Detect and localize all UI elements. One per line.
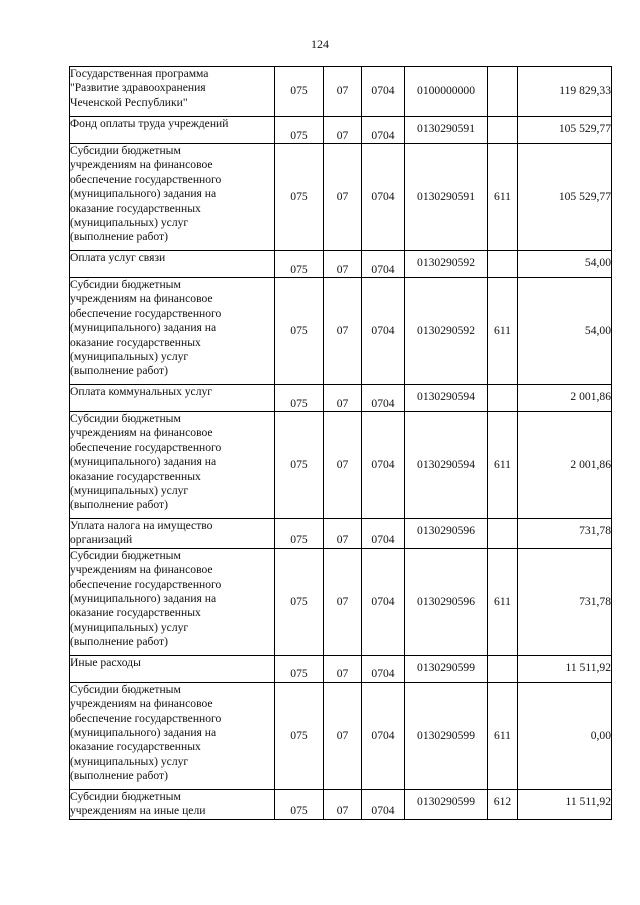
section-code: 07	[324, 519, 362, 549]
amount: 731,78	[518, 548, 612, 655]
grbs-code: 075	[275, 519, 324, 549]
row-name: Субсидии бюджетным учреждениям на иные цели	[70, 789, 275, 819]
expense-type-code: 612	[488, 789, 518, 819]
section-code: 07	[324, 655, 362, 682]
subsection-code: 0704	[362, 278, 405, 385]
table-row	[70, 655, 612, 682]
expense-type-code: 611	[488, 548, 518, 655]
table-row	[70, 278, 612, 385]
subsection-code: 0704	[362, 117, 405, 144]
target-code: 0130290596	[405, 519, 488, 549]
row-name: Оплата услуг связи	[70, 251, 275, 278]
target-code: 0130290592	[405, 278, 488, 385]
budget-table	[69, 66, 612, 820]
row-name: Иные расходы	[70, 655, 275, 682]
amount: 54,00	[518, 251, 612, 278]
section-code: 07	[324, 251, 362, 278]
amount: 11 511,92	[518, 655, 612, 682]
subsection-code: 0704	[362, 144, 405, 251]
target-code: 0130290594	[405, 412, 488, 519]
expense-type-code: 611	[488, 144, 518, 251]
grbs-code: 075	[275, 789, 324, 819]
target-code: 0130290592	[405, 251, 488, 278]
grbs-code: 075	[275, 412, 324, 519]
section-code: 07	[324, 278, 362, 385]
amount: 0,00	[518, 682, 612, 789]
row-name: Уплата налога на имущество организаций	[70, 519, 275, 549]
target-code: 0130290596	[405, 548, 488, 655]
row-name: Субсидии бюджетным учреждениям на финансовое обеспечение государственного (муниципального) задания на оказание государственных (муниципальных) услуг (выполнение работ)	[70, 278, 275, 385]
amount: 2 001,86	[518, 412, 612, 519]
row-name: Государственная программа "Развитие здравоохранения Чеченской Республики"	[70, 67, 275, 117]
grbs-code: 075	[275, 385, 324, 412]
subsection-code: 0704	[362, 251, 405, 278]
subsection-code: 0704	[362, 519, 405, 549]
amount: 105 529,77	[518, 117, 612, 144]
target-code: 0130290591	[405, 144, 488, 251]
expense-type-code	[488, 655, 518, 682]
table-row	[70, 117, 612, 144]
table-row	[70, 789, 612, 819]
row-name: Оплата коммунальных услуг	[70, 385, 275, 412]
row-name: Субсидии бюджетным учреждениям на финансовое обеспечение государственного (муниципального) задания на оказание государственных (муниципальных) услуг (выполнение работ)	[70, 682, 275, 789]
target-code: 0100000000	[405, 67, 488, 117]
expense-type-code	[488, 251, 518, 278]
subsection-code: 0704	[362, 548, 405, 655]
grbs-code: 075	[275, 251, 324, 278]
expense-type-code: 611	[488, 682, 518, 789]
row-name: Субсидии бюджетным учреждениям на финансовое обеспечение государственного (муниципального) задания на оказание государственных (муниципальных) услуг (выполнение работ)	[70, 144, 275, 251]
table-row	[70, 519, 612, 549]
grbs-code: 075	[275, 655, 324, 682]
expense-type-code	[488, 67, 518, 117]
subsection-code: 0704	[362, 789, 405, 819]
subsection-code: 0704	[362, 655, 405, 682]
section-code: 07	[324, 548, 362, 655]
expense-type-code	[488, 385, 518, 412]
table-row	[70, 385, 612, 412]
target-code: 0130290591	[405, 117, 488, 144]
amount: 54,00	[518, 278, 612, 385]
table-row	[70, 548, 612, 655]
grbs-code: 075	[275, 278, 324, 385]
amount: 105 529,77	[518, 144, 612, 251]
table-row	[70, 67, 612, 117]
target-code: 0130290599	[405, 655, 488, 682]
row-name: Фонд оплаты труда учреждений	[70, 117, 275, 144]
amount: 119 829,33	[518, 67, 612, 117]
section-code: 07	[324, 144, 362, 251]
subsection-code: 0704	[362, 412, 405, 519]
expense-type-code	[488, 117, 518, 144]
grbs-code: 075	[275, 682, 324, 789]
grbs-code: 075	[275, 144, 324, 251]
table-row	[70, 144, 612, 251]
section-code: 07	[324, 385, 362, 412]
expense-type-code: 611	[488, 278, 518, 385]
amount: 2 001,86	[518, 385, 612, 412]
grbs-code: 075	[275, 548, 324, 655]
section-code: 07	[324, 67, 362, 117]
section-code: 07	[324, 789, 362, 819]
subsection-code: 0704	[362, 385, 405, 412]
section-code: 07	[324, 682, 362, 789]
section-code: 07	[324, 412, 362, 519]
target-code: 0130290599	[405, 789, 488, 819]
subsection-code: 0704	[362, 682, 405, 789]
subsection-code: 0704	[362, 67, 405, 117]
target-code: 0130290599	[405, 682, 488, 789]
target-code: 0130290594	[405, 385, 488, 412]
grbs-code: 075	[275, 117, 324, 144]
table-row	[70, 412, 612, 519]
grbs-code: 075	[275, 67, 324, 117]
table-row	[70, 682, 612, 789]
page-number: 124	[311, 37, 329, 51]
row-name: Субсидии бюджетным учреждениям на финансовое обеспечение государственного (муниципального) задания на оказание государственных (муниципальных) услуг (выполнение работ)	[70, 412, 275, 519]
row-name: Субсидии бюджетным учреждениям на финансовое обеспечение государственного (муниципального) задания на оказание государственных (муниципальных) услуг (выполнение работ)	[70, 548, 275, 655]
table-row	[70, 251, 612, 278]
expense-type-code	[488, 519, 518, 549]
expense-type-code: 611	[488, 412, 518, 519]
amount: 11 511,92	[518, 789, 612, 819]
amount: 731,78	[518, 519, 612, 549]
section-code: 07	[324, 117, 362, 144]
